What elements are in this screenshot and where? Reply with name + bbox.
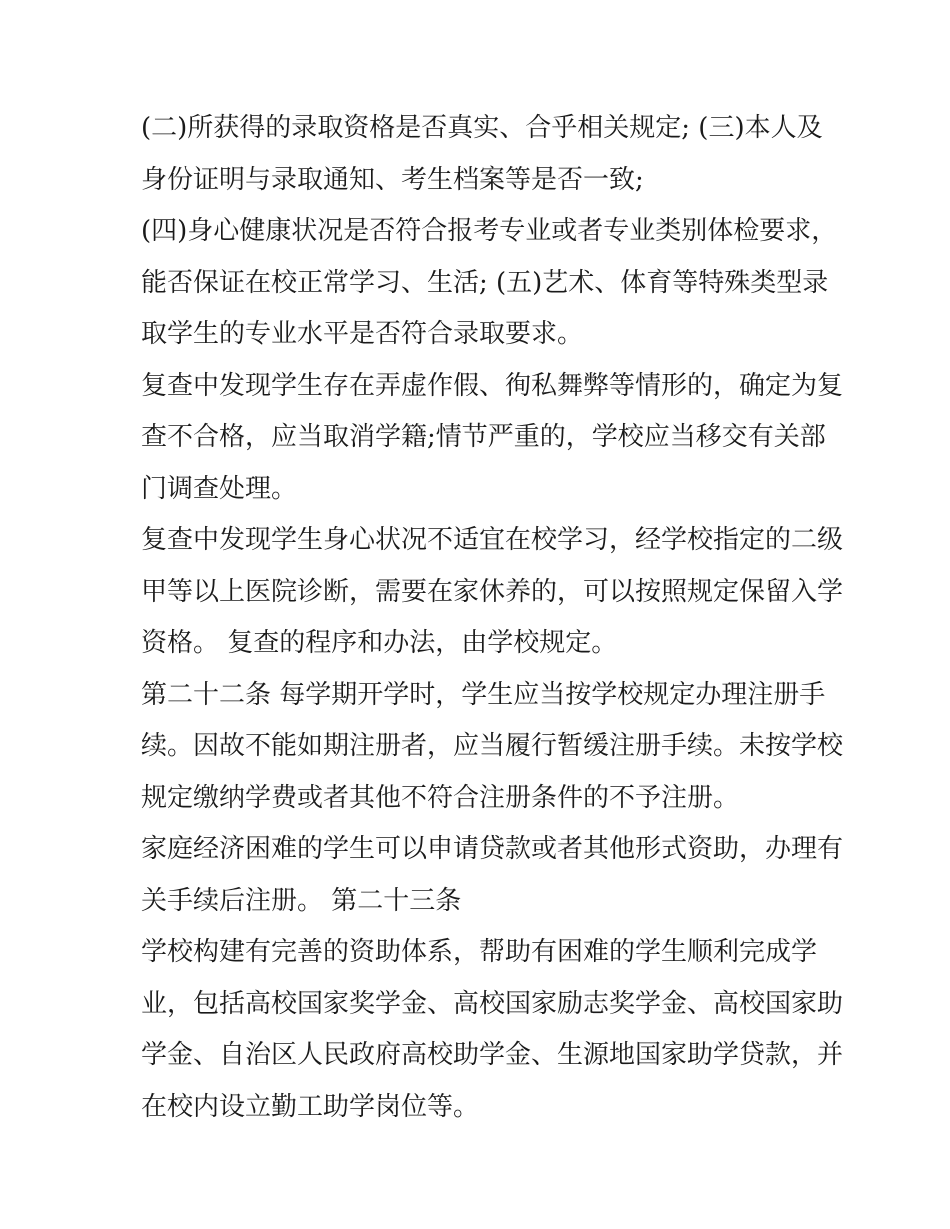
text-line: 查不合格，应当取消学籍;情节严重的，学校应当移交有关部: [141, 422, 826, 452]
text-line: 资格。 复查的程序和办法，由学校规定。: [141, 628, 618, 658]
text-line: 学校构建有完善的资助体系，帮助有困难的学生顺利完成学: [141, 937, 818, 967]
text-line: 身份证明与录取通知、考生档案等是否一致;: [141, 164, 644, 195]
text-line: 续。因故不能如期注册者，应当履行暂缓注册手续。未按学校: [141, 731, 844, 761]
text-line: 关手续后注册。 第二十三条: [141, 885, 462, 916]
text-line: (四)身心健康状况是否符合报考专业或者专业类别体检要求，: [141, 216, 838, 246]
text-line: 能否保证在校正常学习、生活; (五)艺术、体育等特殊类型录: [141, 267, 829, 298]
text-line: 第二十二条 每学期开学时，学生应当按学校规定办理注册手: [141, 679, 826, 710]
text-line: 家庭经济困难的学生可以申请贷款或者其他形式资助，办理有: [141, 834, 844, 864]
text-line: 甲等以上医院诊断，需要在家休养的，可以按照规定保留入学: [141, 576, 844, 607]
text-line: 业，包括高校国家奖学金、高校国家励志奖学金、高校国家助: [141, 988, 844, 1019]
text-line: 取学生的专业水平是否符合录取要求。: [141, 319, 584, 349]
text-line: 复查中发现学生身心状况不适宜在校学习，经学校指定的二级: [141, 525, 844, 555]
text-line: 学金、自治区人民政府高校助学金、生源地国家助学贷款，并: [141, 1040, 844, 1070]
text-line: 复查中发现学生存在弄虚作假、徇私舞弊等情形的，确定为复: [141, 370, 844, 401]
text-line: 在校内设立勤工助学岗位等。: [141, 1091, 480, 1122]
document-body: [141, 103, 844, 1133]
text-line: (二)所获得的录取资格是否真实、合乎相关规定; (三)本人及: [141, 113, 823, 143]
text-line: 规定缴纳学费或者其他不符合注册条件的不予注册。: [141, 782, 740, 813]
text-line: 门调查处理。: [141, 473, 298, 504]
